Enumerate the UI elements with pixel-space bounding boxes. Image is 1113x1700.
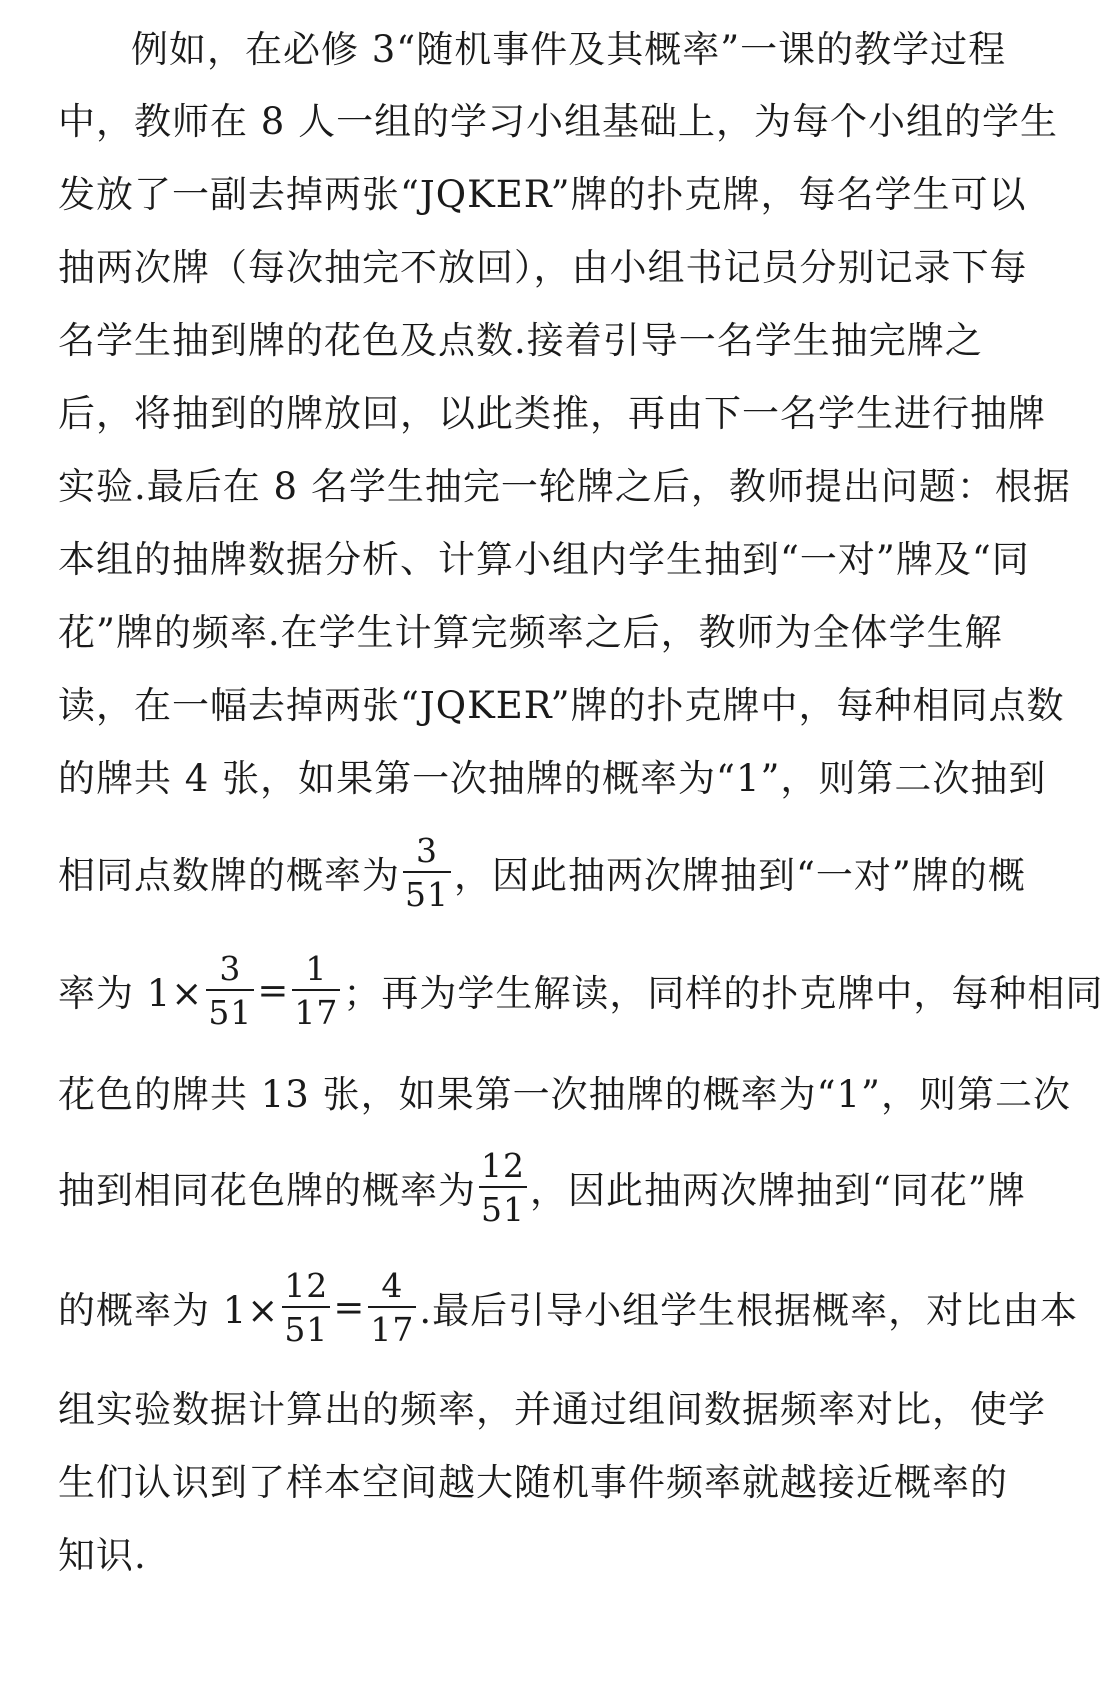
line15-text-after: ，因此抽两次牌抽到“同花”牌 [530,1169,1026,1212]
paragraph-line-11: 的牌共 4 张，如果第一次抽牌的概率为“1”，则第二次抽到 [58,757,1047,800]
fraction-3-51 [403,830,451,914]
paragraph-line-7: 实验.最后在 8 名学生抽完一轮牌之后，教师提出问题：根据 [58,465,1071,508]
paragraph-line-16 [58,1257,1079,1357]
fraction-denominator: 17 [368,1306,416,1346]
fraction-denominator: 51 [282,1306,330,1346]
fraction-denominator: 51 [479,1186,527,1226]
fraction-numerator: 1 [305,948,328,988]
paragraph-line-8: 本组的抽牌数据分析、计算小组内学生抽到“一对”牌及“同 [58,538,1030,581]
fraction-12-51 [282,1265,330,1349]
paragraph-line-6: 后，将抽到的牌放回，以此类推，再由下一名学生进行抽牌 [58,392,1046,435]
paragraph-line-3: 发放了一副去掉两张“JQKER”牌的扑克牌，每名学生可以 [58,173,1027,216]
paragraph-line-10: 读，在一幅去掉两张“JQKER”牌的扑克牌中，每种相同点数 [58,684,1065,727]
line12-text-before: 相同点数牌的概率为 [58,854,400,897]
line15-text-before: 抽到相同花色牌的概率为 [58,1169,476,1212]
fraction-denominator: 51 [206,989,254,1029]
fraction-4-17 [368,1265,416,1349]
paragraph-line-19: 知识. [58,1534,147,1577]
equals-sign: = [257,968,290,1012]
paragraph-line-17: 组实验数据计算出的频率，并通过组间数据频率对比，使学 [58,1388,1046,1431]
line16-text-lead: 的概率为 1× [58,1289,280,1332]
paragraph-line-15 [58,1137,1026,1237]
paragraph-line-14: 花色的牌共 13 张，如果第一次抽牌的概率为“1”，则第二次 [58,1073,1071,1116]
paragraph-line-5: 名学生抽到牌的花色及点数.接着引导一名学生抽完牌之 [58,319,983,362]
fraction-numerator: 12 [284,1265,329,1305]
line16-text-after: .最后引导小组学生根据概率，对比由本 [419,1289,1079,1332]
fraction-3-51 [206,948,254,1032]
paragraph-line-2: 中，教师在 8 人一组的学习小组基础上，为每个小组的学生 [58,100,1059,143]
line12-text-after: ，因此抽两次牌抽到“一对”牌的概 [454,854,1026,897]
paragraph-line-18: 生们认识到了样本空间越大随机事件频率就越接近概率的 [58,1461,1008,1504]
paragraph-line-12 [58,822,1026,922]
line13-text-after: ；再为学生解读，同样的扑克牌中，每种相同 [343,972,1104,1015]
fraction-numerator: 12 [481,1145,525,1185]
fraction-numerator: 4 [381,1265,404,1305]
fraction-numerator: 3 [416,830,438,870]
paragraph-line-13 [58,940,1104,1040]
paragraph-line-1: 例如，在必修 3“随机事件及其概率”一课的教学过程 [131,28,1007,71]
equals-sign: = [333,1285,366,1329]
fraction-12-51 [479,1145,527,1229]
fraction-numerator: 3 [219,948,242,988]
fraction-denominator: 17 [292,989,340,1029]
fraction-1-17 [292,948,340,1032]
line13-text-lead: 率为 1× [58,972,204,1015]
paragraph-line-9: 花”牌的频率.在学生计算完频率之后，教师为全体学生解 [58,611,1003,654]
fraction-denominator: 51 [403,871,451,911]
paragraph-line-4: 抽两次牌（每次抽完不放回），由小组书记员分别记录下每 [58,246,1028,289]
